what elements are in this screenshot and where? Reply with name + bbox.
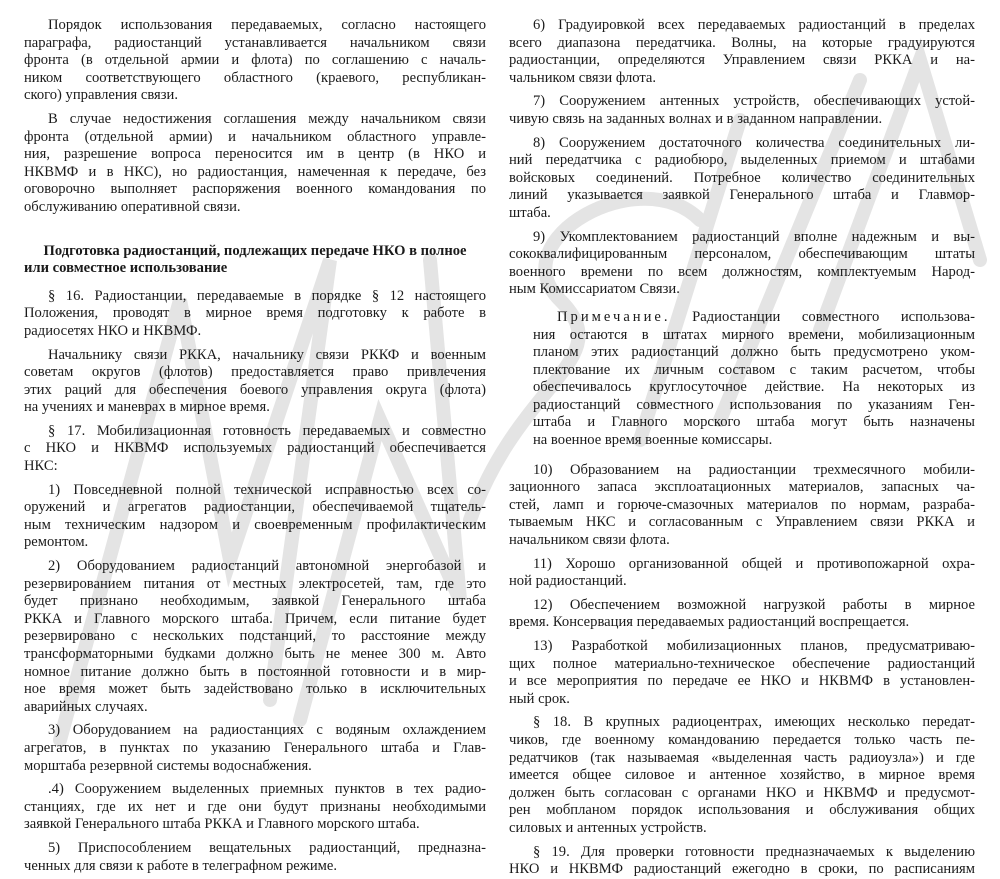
text-line: Начальнику связи РККА, начальнику связи РККФ и военным bbox=[48, 346, 486, 363]
text-line: аварийных случаях. bbox=[24, 698, 148, 715]
list-item-8 bbox=[509, 135, 975, 223]
text-line: параграфа, радиостанций устанавливается начальником связи bbox=[24, 34, 486, 51]
paragraph-p3 bbox=[24, 347, 486, 417]
text-line: трансформаторными будками должно быть не менее 300 м. Авто bbox=[24, 646, 486, 662]
list-item-9 bbox=[509, 229, 975, 299]
list-item-12 bbox=[509, 597, 975, 632]
paragraph-s17 bbox=[24, 423, 486, 476]
text-line: 1) Повседневной полной технической исправностью всех со- bbox=[48, 481, 486, 498]
text-line: 9) Укомплектованием радиостанций вполне надежным и вы- bbox=[533, 228, 975, 245]
text-line: обслуживанию оперативной связи. bbox=[24, 198, 241, 215]
text-line: будет признано необходимым, заявкой Генерального штаба bbox=[24, 593, 486, 610]
text-line: § 18. В крупных радиоцентрах, имеющих несколько передат- bbox=[533, 714, 975, 731]
text-line: § 19. Для проверки готовности предназначаемых к выделению bbox=[533, 843, 975, 860]
text-line: чивую связь на заданных волнах и в заданном направлении. bbox=[509, 110, 883, 127]
text-line: НКО и НКВМФ радиостанций ежегодно в сроки, по расписаниям bbox=[509, 861, 975, 878]
text-line: советам округов (флотов) предоставляется право привлечения bbox=[24, 364, 486, 381]
list-item-5 bbox=[24, 840, 486, 875]
text-line: радиостанций совместного использования по указаниям Ген- bbox=[533, 396, 975, 413]
text-line: В случае недостижения соглашения между начальником связи bbox=[48, 110, 486, 127]
text-line: стей, ламп и горюче-смазочных материалов по нормам, разраба- bbox=[509, 496, 975, 513]
text-line: на учениях и маневрах в мирное время. bbox=[24, 399, 270, 416]
text-line: чальником связи флота. bbox=[509, 69, 657, 86]
text-line: с НКО и НКВМФ используемых радиостанций обеспечивается bbox=[24, 440, 486, 457]
text-line: номное питание должно быть в постоянной готовности и в мир- bbox=[24, 663, 486, 680]
list-item-10 bbox=[509, 462, 975, 550]
note-first-text: Радиостанции совместного использова- bbox=[692, 308, 975, 325]
list-item-11 bbox=[509, 556, 975, 591]
text-line: НКС: bbox=[24, 458, 58, 475]
list-item-4 bbox=[24, 781, 486, 834]
list-item-2 bbox=[24, 558, 486, 716]
text-line: ное время может быть задействовано только в исключительных bbox=[24, 681, 486, 698]
paragraph-p2 bbox=[24, 111, 486, 217]
text-line: щих полное материально-техническое обеспечение радиостанций bbox=[509, 655, 975, 672]
text-line: этих раций для обеспечения боевого управления округа (флота) bbox=[24, 381, 486, 398]
text-line: ченных для связи к работе в телеграфном режиме. bbox=[24, 857, 338, 874]
text-line: Положения, проводят в мирное время подготовку к работе в bbox=[24, 305, 486, 322]
text-line: время. Консервация передаваемых радиостанций воспрещается. bbox=[509, 614, 910, 631]
text-line: 3) Оборудованием на радиостанциях с водяным охлаждением bbox=[48, 722, 486, 739]
note-first-line bbox=[533, 309, 975, 327]
text-line: силовых и антенных устройств. bbox=[509, 819, 707, 836]
text-line: резервированием питания от местных электросетей, там, где это bbox=[24, 575, 486, 592]
text-line: ным Комиссариатом Связи. bbox=[509, 281, 680, 298]
text-line: фронта (в отдельной армии и флота) по соглашению с началь- bbox=[24, 52, 486, 69]
section-heading bbox=[24, 243, 486, 278]
text-line: оговорочно выполняет распоряжения военного командования по bbox=[24, 181, 486, 198]
text-line: чиков, где военному командованию передается только часть пе- bbox=[509, 731, 975, 748]
paragraph-s19 bbox=[509, 844, 975, 879]
left-page bbox=[24, 0, 486, 874]
text-line: должен быть согласован с органами НКО и НКВМФ и предусмот- bbox=[509, 784, 975, 801]
list-item-13 bbox=[509, 638, 975, 708]
text-line: резервировано с нескольких подстанций, то расстояние между bbox=[24, 628, 486, 645]
text-line: начальником связи флота. bbox=[509, 532, 670, 549]
text-line: Порядок использования передаваемых, согласно настоящего bbox=[48, 17, 486, 33]
text-line: станциях, где их нет и где они будут признаны необходимыми bbox=[24, 798, 486, 815]
text-line: на военное время военные комиссары. bbox=[533, 432, 773, 449]
paragraph-s18 bbox=[509, 714, 975, 837]
note-label: Примечание. bbox=[557, 308, 671, 325]
text-line: тываемым НКС и согласованным с Управлением связи РККА и bbox=[509, 514, 975, 531]
text-line: 5) Приспособлением вещательных радиостанций, предназна- bbox=[48, 839, 486, 856]
text-line: ной радиостанций. bbox=[509, 573, 627, 590]
text-line: ремонтом. bbox=[24, 534, 89, 551]
text-line: § 17. Мобилизационная готовность передаваемых и совместно bbox=[48, 422, 486, 439]
text-line: Подготовка радиостанций, подлежащих передаче НКО в полное bbox=[43, 242, 467, 259]
text-line: обеспечивалось круглосуточное действие. На некоторых из bbox=[533, 379, 975, 396]
text-line: радиосетях НКО и НКВМФ. bbox=[24, 322, 202, 339]
paragraph-p1 bbox=[24, 17, 486, 105]
text-line: 13) Разработкой мобилизационных планов, предусматриваю- bbox=[533, 638, 975, 654]
text-line: штаба. bbox=[509, 204, 551, 221]
text-line: редатчиков (так называемая «выделенная часть радиоузла») и где bbox=[509, 749, 975, 766]
text-line: зационного запаса эксплоатационных материалов, запасных ча- bbox=[509, 479, 975, 496]
text-line: 12) Обеспечением возможной нагрузкой работы в мирное bbox=[533, 596, 975, 613]
text-line: 11) Хорошо организованной общей и противопожарной охра- bbox=[533, 555, 975, 572]
list-item-7 bbox=[509, 93, 975, 128]
text-line: заявкой Генерального штаба РККА и Главного морского штаба. bbox=[24, 816, 420, 833]
text-line: сококвалифицированным персоналом, обеспечивающим штаты bbox=[509, 246, 975, 263]
text-line: 2) Оборудованием радиостанций автономной энергобазой и bbox=[48, 558, 486, 575]
text-line: 6) Градуировкой всех передаваемых радиостанций в пределах bbox=[533, 17, 975, 33]
text-line: ником соответствующего областного (краевого, республикан- bbox=[24, 69, 486, 86]
text-line: фронта (отдельной армии) и начальником областного управле- bbox=[24, 128, 486, 145]
text-line: планом этих радиостанций должно быть предусмотрено уком- bbox=[533, 344, 975, 361]
text-line: ным техническим надзором и своевременным профилактическим bbox=[24, 516, 486, 533]
text-line: 10) Образованием на радиостанции трехмесячного мобили- bbox=[533, 461, 975, 478]
list-item-1 bbox=[24, 482, 486, 552]
text-line: § 16. Радиостанции, передаваемые в порядке § 12 настоящего bbox=[48, 287, 486, 304]
text-line: ского) управления связи. bbox=[24, 87, 178, 104]
text-line: .4) Сооружением выделенных приемных пунктов в тех радио- bbox=[48, 781, 486, 798]
text-line: всего диапазона передатчика. Волны, на которые градуируются bbox=[509, 34, 975, 51]
text-line: плектование их личным составом с таким расчетом, чтобы bbox=[533, 361, 975, 378]
text-line: ния остаются в штатах мирного времени, мобилизационным bbox=[533, 326, 975, 343]
text-line: ний передатчика с радиобюро, выделенных приемом и штабами bbox=[509, 152, 975, 169]
note-block bbox=[509, 309, 975, 450]
text-line: войсковых соединений. Потребное количество соединительных bbox=[509, 169, 975, 186]
text-line: линий указывается заявкой Генерального штаба и Главмор- bbox=[509, 187, 975, 204]
text-line: 8) Сооружением достаточного количества соединительных ли- bbox=[533, 134, 975, 151]
text-line: оружений и агрегатов радиостанции, обеспечиваемой тщатель- bbox=[24, 499, 486, 516]
text-line: ный срок. bbox=[509, 690, 570, 707]
text-line: военного времени по всем должностям, комплектуемым Народ- bbox=[509, 263, 975, 280]
text-line: рен мобпланом порядок использования и обслуживания общих bbox=[509, 802, 975, 819]
text-line: или совместное использование bbox=[24, 260, 228, 277]
text-line: имеется общее силовое и антенное хозяйство, в мирное время bbox=[509, 767, 975, 784]
text-line: радиостанции, определяются Управлением связи РККА и на- bbox=[509, 52, 975, 69]
text-line: морштаба резервной системы водоснабжения. bbox=[24, 757, 312, 774]
text-line: 7) Сооружением антенных устройств, обеспечивающих устой- bbox=[533, 93, 975, 110]
text-line: штаба и Главного морского штаба могут быть назначены bbox=[533, 414, 975, 431]
text-line: агрегатов, в пунктах по указанию Генерального штаба и Глав- bbox=[24, 739, 486, 756]
list-item-6 bbox=[509, 17, 975, 87]
text-line: ния, разрешение вопроса переносится им в центр (в НКО и bbox=[24, 146, 486, 163]
text-line: НКВМФ и в НКС), но радиостанция, намеченная к передаче, без bbox=[24, 163, 486, 180]
list-item-3 bbox=[24, 722, 486, 775]
right-page bbox=[509, 0, 975, 878]
paragraph-s16 bbox=[24, 288, 486, 341]
text-line: и все мероприятия по передаче ее НКО и НКВМФ в установлен- bbox=[509, 673, 975, 690]
text-line: РККА и Главного морского штаба. Причем, если питание будет bbox=[24, 610, 486, 627]
